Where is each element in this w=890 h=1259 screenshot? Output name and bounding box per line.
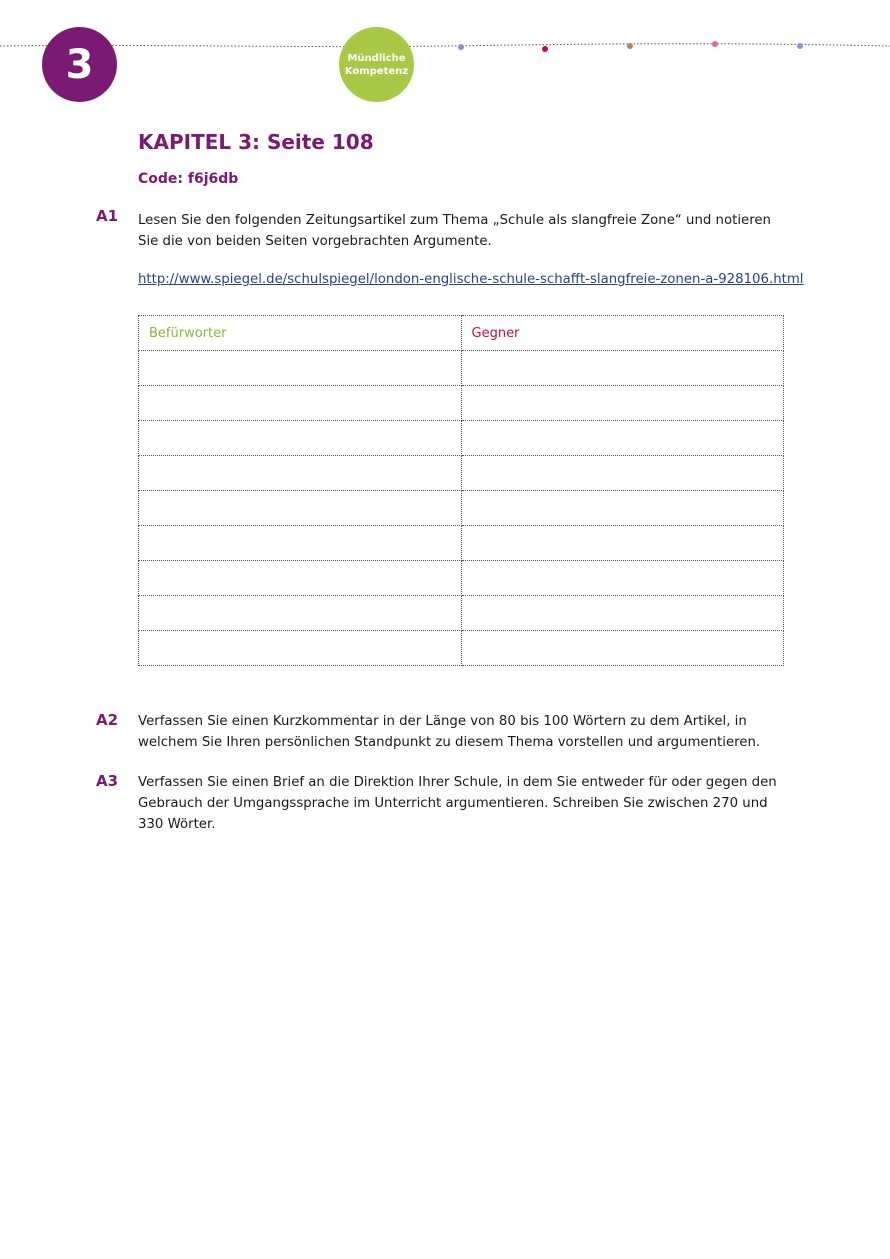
table-row [139,456,784,491]
section-label-line2: Kompetenz [344,65,409,77]
chapter-badge [42,27,117,102]
cell-con[interactable] [461,386,784,421]
task-label-a2: A2 [96,711,119,729]
table-row [139,351,784,386]
table-row [139,386,784,421]
cell-con[interactable] [461,491,784,526]
table-row [139,526,784,561]
decor-dot [712,41,718,47]
task-text-a1: Lesen Sie den folgenden Zeitungsartikel zum Thema „Schule als slangfreie Zone“ und notieren Sie die von beiden Seiten vorgebrachten Argumente. [138,213,771,249]
table-header-row [139,316,784,351]
access-code: Code: f6j6db [138,171,239,187]
decor-dot [627,43,633,49]
section-badge [339,27,414,102]
section-label-line1: Mündliche [347,52,406,64]
task-text-a3: Verfassen Sie einen Brief an die Direktion Ihrer Schule, in dem Sie entweder für oder gegen den Gebrauch der Umgangssprache im Unterricht argumentieren. Schreiben Sie zwischen 270 und 330 Wörter. [138,775,777,832]
column-header-pro: Befürworter [139,316,462,351]
cell-pro[interactable] [139,526,462,561]
cell-con[interactable] [461,631,784,666]
table-row [139,421,784,456]
cell-pro[interactable] [139,631,462,666]
cell-con[interactable] [461,526,784,561]
table-row [139,491,784,526]
cell-con[interactable] [461,456,784,491]
header-dotted-line [0,38,890,54]
chapter-number: 3 [65,41,94,88]
cell-con[interactable] [461,596,784,631]
decor-dot [458,44,464,50]
cell-con[interactable] [461,561,784,596]
decor-dot [797,43,803,49]
task-label-a3: A3 [96,772,119,790]
cell-con[interactable] [461,421,784,456]
table-row [139,561,784,596]
argument-table [138,315,784,666]
cell-pro[interactable] [139,456,462,491]
cell-pro[interactable] [139,561,462,596]
cell-con[interactable] [461,351,784,386]
cell-pro[interactable] [139,351,462,386]
cell-pro[interactable] [139,386,462,421]
task-text-a2: Verfassen Sie einen Kurzkommentar in der Länge von 80 bis 100 Wörtern zu dem Artikel, in welchem Sie Ihren persönlichen Standpunkt zu diesem Thema vorstellen und argumentieren. [138,714,761,750]
column-header-con: Gegner [461,316,784,351]
article-link[interactable]: http://www.spiegel.de/schulspiegel/london-englische-schule-schafft-slangfreie-zonen-a-928106.html [138,272,804,287]
cell-pro[interactable] [139,596,462,631]
cell-pro[interactable] [139,491,462,526]
task-label-a1: A1 [96,207,119,225]
page-title: KAPITEL 3: Seite 108 [138,130,374,154]
decor-dot [542,46,548,52]
table-row [139,596,784,631]
table-row [139,631,784,666]
cell-pro[interactable] [139,421,462,456]
